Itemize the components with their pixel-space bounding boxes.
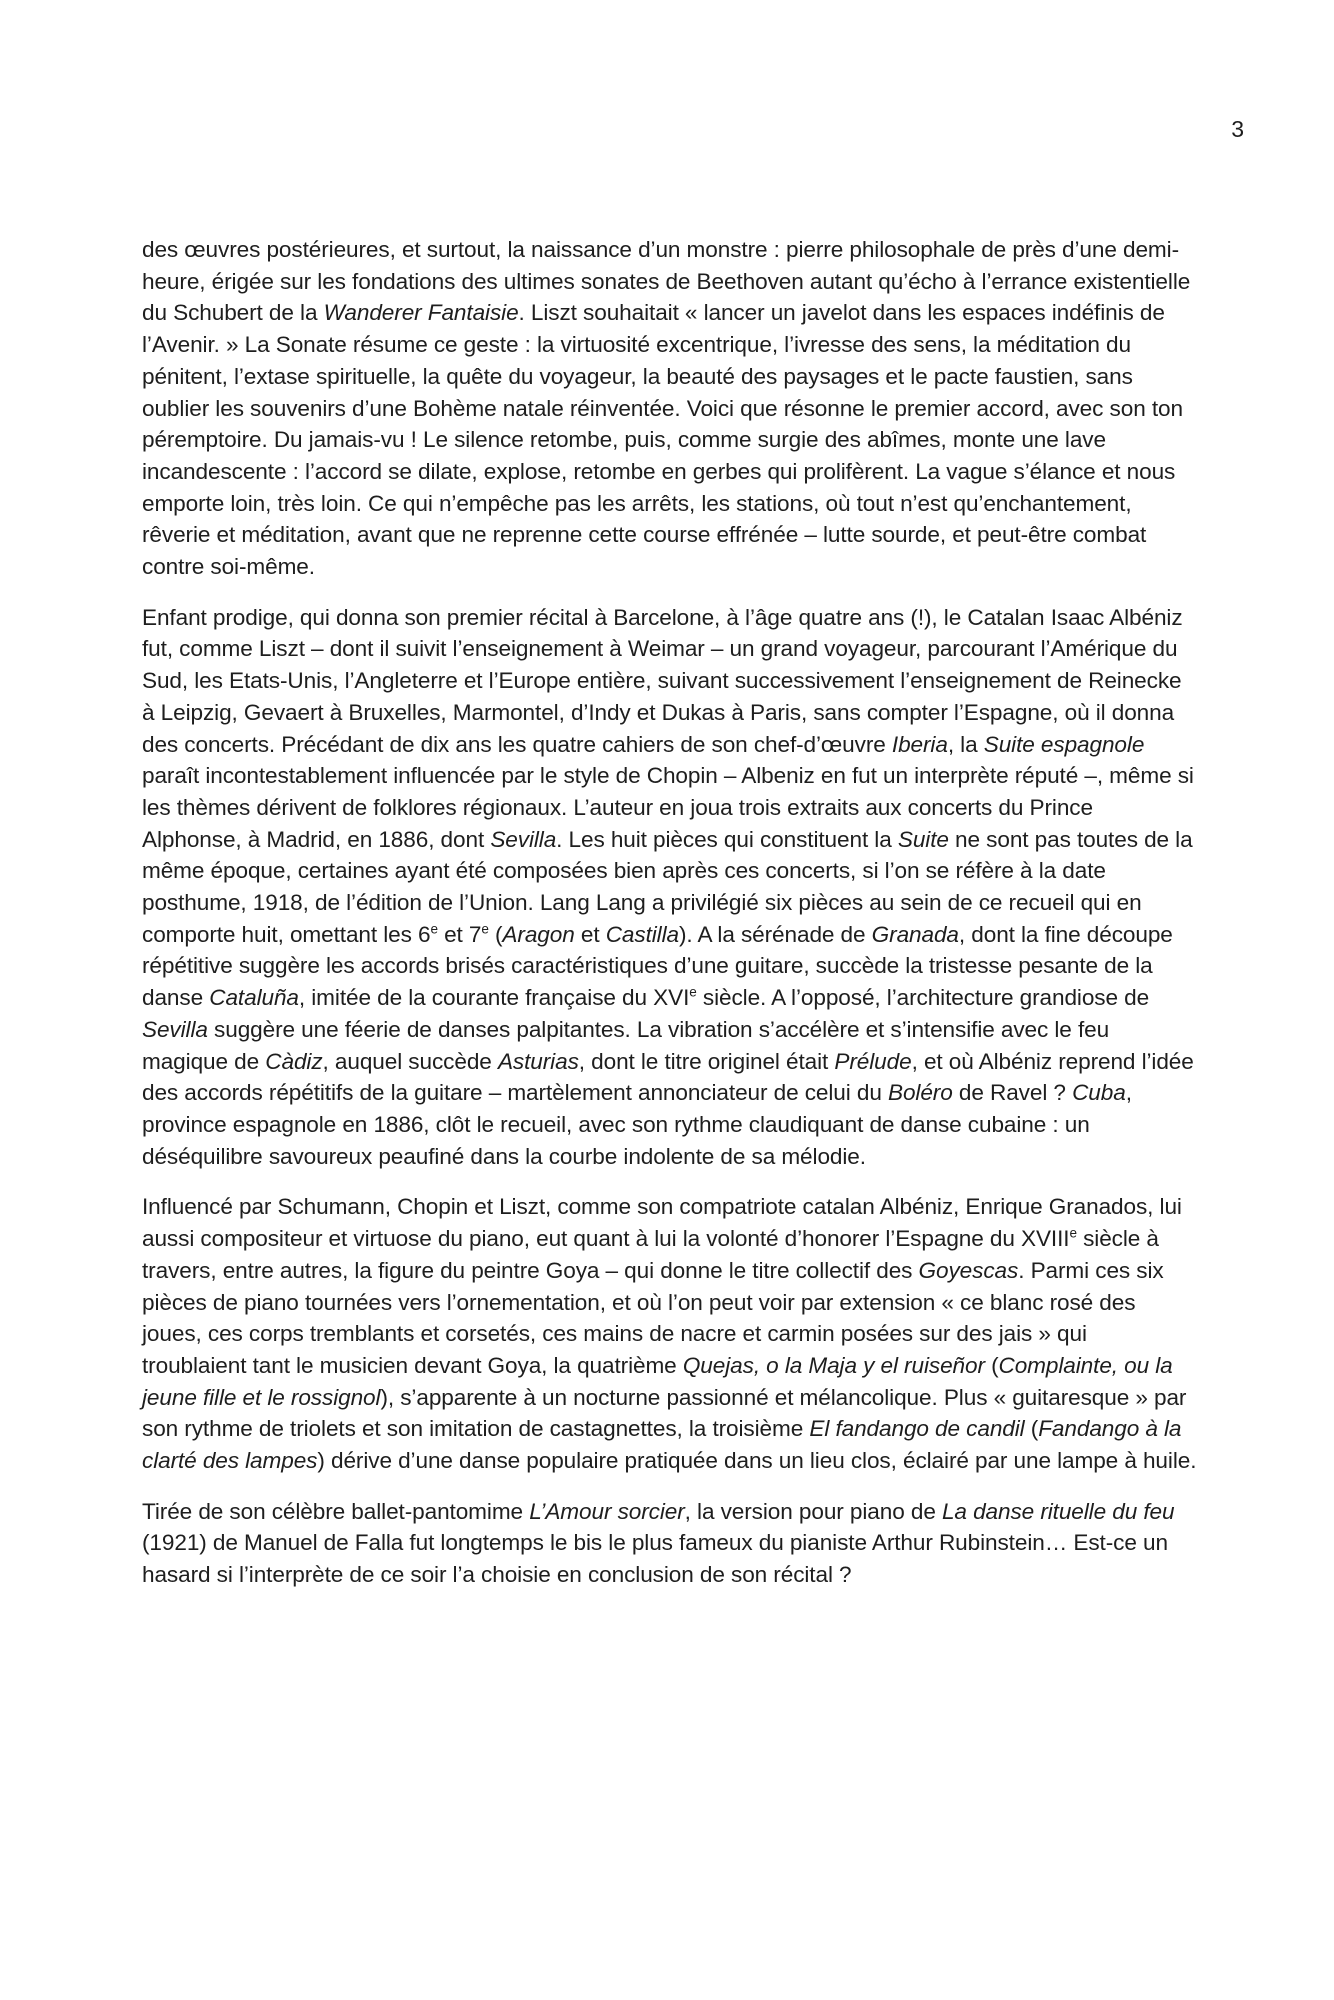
- text-run: ne sont pas toutes de la même époque, certaines ayant été composées bien après ces concerts, si l’on se réfère à la date posthume, 1918, de l’édition de l’Union. Lang Lang a privilégié six pièces au sein de ce recueil qui en comporte huit, omettant les 6: [142, 826, 1193, 947]
- italic-title: Sevilla: [142, 1016, 208, 1042]
- text-run: ) dérive d’une danse populaire pratiquée dans un lieu clos, éclairé par une lampe à huile.: [317, 1448, 1197, 1474]
- italic-title: Granada: [871, 921, 959, 947]
- paragraph-granados-goyescas: [142, 1191, 1197, 1476]
- italic-title: Suite espagnole: [983, 731, 1145, 757]
- ordinal-superscript: e: [689, 984, 697, 1000]
- text-run: , imitée de la courante française du XVI: [298, 985, 690, 1011]
- page-number: 3: [1231, 116, 1244, 142]
- text-run: , dont la fine découpe répétitive suggère les accords brisés caractéristiques d’une guitare, succède la tristesse pesante de la danse: [142, 921, 1173, 1011]
- italic-title: Boléro: [887, 1080, 953, 1106]
- paragraph-albeniz-suite: [142, 602, 1197, 1173]
- text-run: des œuvres postérieures, et surtout, la naissance d’un monstre : pierre philosophale de près d’une demi-heure, érigée sur les fondations des ultimes sonates de Beethoven autant qu’écho à l’errance existentielle du Schubert de la: [142, 237, 1191, 326]
- italic-title: Càdiz: [265, 1048, 323, 1074]
- text-run: , la: [947, 731, 984, 757]
- italic-title: L’Amour sorcier: [529, 1498, 685, 1524]
- text-run: de Ravel ?: [952, 1080, 1073, 1106]
- italic-title: Complainte, ou la jeune fille et le rossignol: [142, 1352, 1173, 1410]
- text-run: paraît incontestablement influencée par le style de Chopin – Albeniz en fut un interprète réputé –, même si les thèmes dérivent de folklores régionaux. L’auteur en joua trois extraits aux concerts du Prince Alphonse, à Madrid, en 1886, dont: [142, 763, 1194, 852]
- italic-title: Wanderer Fantaisie: [323, 300, 519, 326]
- text-run: ), s’apparente à un nocturne passionné et mélancolique. Plus « guitaresque » par son rythme de triolets et son imitation de castagnettes, la troisième: [142, 1384, 1187, 1442]
- italic-title: Asturias: [497, 1048, 579, 1074]
- italic-title: Cuba: [1072, 1080, 1126, 1106]
- text-run: siècle. A l’opposé, l’architecture grandiose de: [696, 985, 1150, 1011]
- text-run: (1921) de Manuel de Falla fut longtemps le bis le plus fameux du pianiste Arthur Rubinstein… Est-ce un hasard si l’interprète de ce soir l’a choisie en conclusion de son récital ?: [142, 1530, 1168, 1588]
- text-run: . Parmi ces six pièces de piano tournées vers l’ornementation, et où l’on peut voir par extension « ce blanc rosé des joues, ces corps tremblants et corsetés, ces mains de nacre et carmin posées sur des jais » qui troublaient tant le musicien devant Goya, la quatrième: [142, 1257, 1164, 1378]
- italic-title: Goyescas: [918, 1257, 1019, 1283]
- text-run: . Liszt souhaitait « lancer un javelot dans les espaces indéfinis de l’Avenir. » La Sonate résume ce geste : la virtuosité excentrique, l’ivresse des sens, la méditation du pénitent, l’extase spirituelle, la quête du voyageur, la beauté des paysages et le pacte faustien, sans oublier les souvenirs d’une Bohème natale réinventée. Voici que résonne le premier accord, avec son ton péremptoire. Du jamais-vu ! Le silence retombe, puis, comme surgie des abîmes, monte une lave incandescente : l’accord se dilate, explose, retombe en gerbes qui prolifèrent. La vague s’élance et nous emporte loin, très loin. Ce qui n’empêche pas les arrêts, les stations, où tout n’est qu’enchantement, rêverie et méditation, avant que ne reprenne cette course effrénée – lutte sourde, et peut-être combat contre soi-même.: [142, 300, 1183, 580]
- italic-title: Cataluña: [209, 985, 299, 1011]
- text-run: Influencé par Schumann, Chopin et Liszt, comme son compatriote catalan Albéniz, Enrique Granados, lui aussi compositeur et virtuose du piano, eut quant à lui la volonté d’honorer l’Espagne du XVIII: [142, 1194, 1182, 1252]
- ordinal-superscript: e: [430, 921, 438, 937]
- text-run: (: [984, 1352, 999, 1378]
- italic-title: Quejas, o la Maja y el ruiseñor: [682, 1352, 985, 1378]
- italic-title: La danse rituelle du feu: [941, 1498, 1175, 1524]
- italic-title: Iberia: [891, 731, 948, 757]
- ordinal-superscript: e: [1069, 1225, 1077, 1241]
- text-run: (: [488, 921, 503, 947]
- text-run: et: [574, 921, 606, 947]
- text-run: , province espagnole en 1886, clôt le recueil, avec son rythme claudiquant de danse cubaine : un déséquilibre savoureux peaufiné dans la courbe indolente de sa mélodie.: [142, 1080, 1132, 1169]
- italic-title: Aragon: [502, 921, 575, 947]
- italic-title: Suite: [897, 826, 949, 852]
- text-run: (: [1024, 1416, 1039, 1442]
- text-run: , dont le titre originel était: [578, 1048, 835, 1074]
- text-run: siècle à travers, entre autres, la figure du peintre Goya – qui donne le titre collectif des: [142, 1226, 1159, 1283]
- text-run: ). A la sérénade de: [678, 921, 872, 947]
- italic-title: El fandango de candil: [809, 1416, 1025, 1442]
- text-run: . Les huit pièces qui constituent la: [556, 826, 898, 852]
- article-body: [142, 234, 1197, 1610]
- italic-title: Castilla: [605, 921, 679, 947]
- text-run: , et où Albéniz reprend l’idée des accords répétitifs de la guitare – martèlement annonciateur de celui du: [142, 1048, 1194, 1106]
- italic-title: Sevilla: [490, 826, 557, 852]
- italic-title: Prélude: [834, 1048, 912, 1074]
- text-run: Enfant prodige, qui donna son premier récital à Barcelone, à l’âge quatre ans (!), le Catalan Isaac Albéniz fut, comme Liszt – dont il suivit l’enseignement à Weimar – un grand voyageur, parcourant l’Amérique du Sud, les Etats-Unis, l’Angleterre et l’Europe entière, suivant successivement l’enseignement de Reinecke à Leipzig, Gevaert à Bruxelles, Marmontel, d’Indy et Dukas à Paris, sans compter l’Espagne, où il donna des concerts. Précédant de dix ans les quatre cahiers de son chef-d’œuvre: [142, 604, 1183, 757]
- text-run: et 7: [437, 921, 482, 947]
- text-run: , la version pour piano de: [684, 1498, 942, 1524]
- text-run: Tirée de son célèbre ballet-pantomime: [142, 1498, 530, 1524]
- text-run: , auquel succède: [322, 1048, 498, 1074]
- paragraph-liszt-sonata: [142, 234, 1197, 583]
- ordinal-superscript: e: [481, 921, 489, 937]
- text-run: suggère une féerie de danses palpitantes. La vibration s’accélère et s’intensifie avec le feu magique de: [142, 1016, 1110, 1074]
- paragraph-falla-danse: [142, 1496, 1197, 1591]
- italic-title: Fandango à la clarté des lampes: [142, 1416, 1182, 1474]
